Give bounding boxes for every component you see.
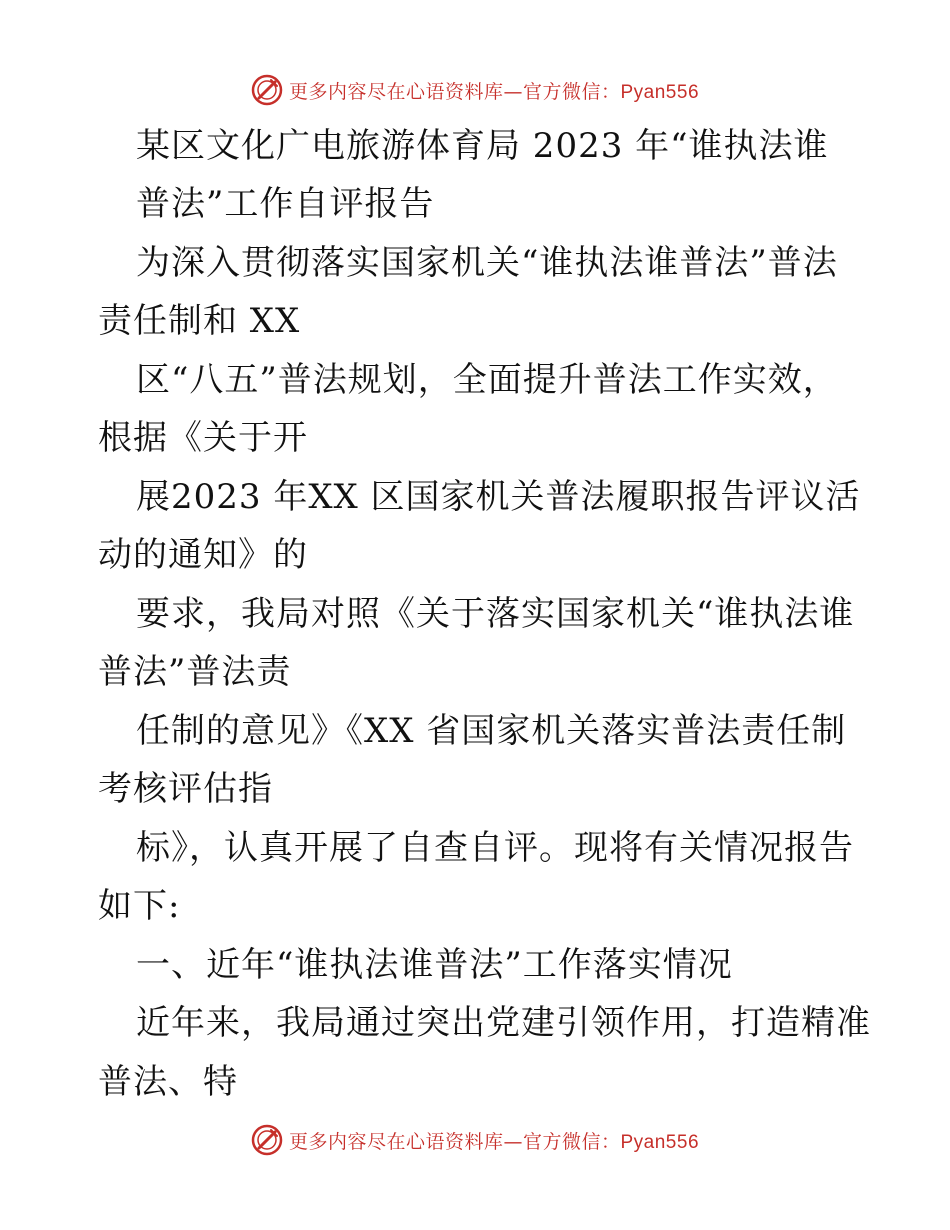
seal-logo-icon [251, 74, 283, 106]
paragraph-line: 普法、特 [98, 1062, 238, 1102]
watermark-text: 更多内容尽在心语资料库—官方微信：Pyan556 [288, 80, 700, 103]
paragraph-line: 考核评估指 [98, 769, 273, 809]
watermark-text: 更多内容尽在心语资料库—官方微信：Pyan556 [288, 1130, 700, 1153]
title-line-2: 普法”工作自评报告 [136, 184, 435, 224]
watermark-id: Pyan556 [620, 81, 700, 103]
watermark-id: Pyan556 [620, 1131, 700, 1153]
paragraph-line: 如下: [98, 886, 181, 926]
paragraph-line: 为深入贯彻落实国家机关“谁执法谁普法”普法 [136, 243, 838, 283]
paragraph-line: 要求，我局对照《关于落实国家机关“谁执法谁 [136, 594, 855, 634]
paragraph-line: 根据《关于开 [98, 418, 308, 458]
paragraph-line: 展2023 年XX 区国家机关普法履职报告评议活 [136, 477, 861, 517]
watermark-header [0, 70, 950, 110]
paragraph-line: 责任制和 XX [98, 301, 301, 341]
paragraph-line: 动的通知》的 [98, 535, 308, 575]
paragraph-line: 区“八五”普法规划，全面提升普法工作实效， [136, 360, 838, 400]
watermark-footer [0, 1120, 950, 1160]
paragraph-line: 近年来，我局通过突出党建引领作用，打造精准 [136, 1003, 871, 1043]
section-heading: 一、近年“谁执法谁普法”工作落实情况 [136, 945, 733, 985]
paragraph-line: 普法”普法责 [98, 652, 292, 692]
seal-logo-icon [251, 1124, 283, 1156]
paragraph-line: 标》，认真开展了自查自评。现将有关情况报告 [136, 828, 854, 868]
title-line-1: 某区文化广电旅游体育局 2023 年“谁执法谁 [136, 126, 829, 166]
paragraph-line: 任制的意见》《XX 省国家机关落实普法责任制 [136, 711, 847, 751]
